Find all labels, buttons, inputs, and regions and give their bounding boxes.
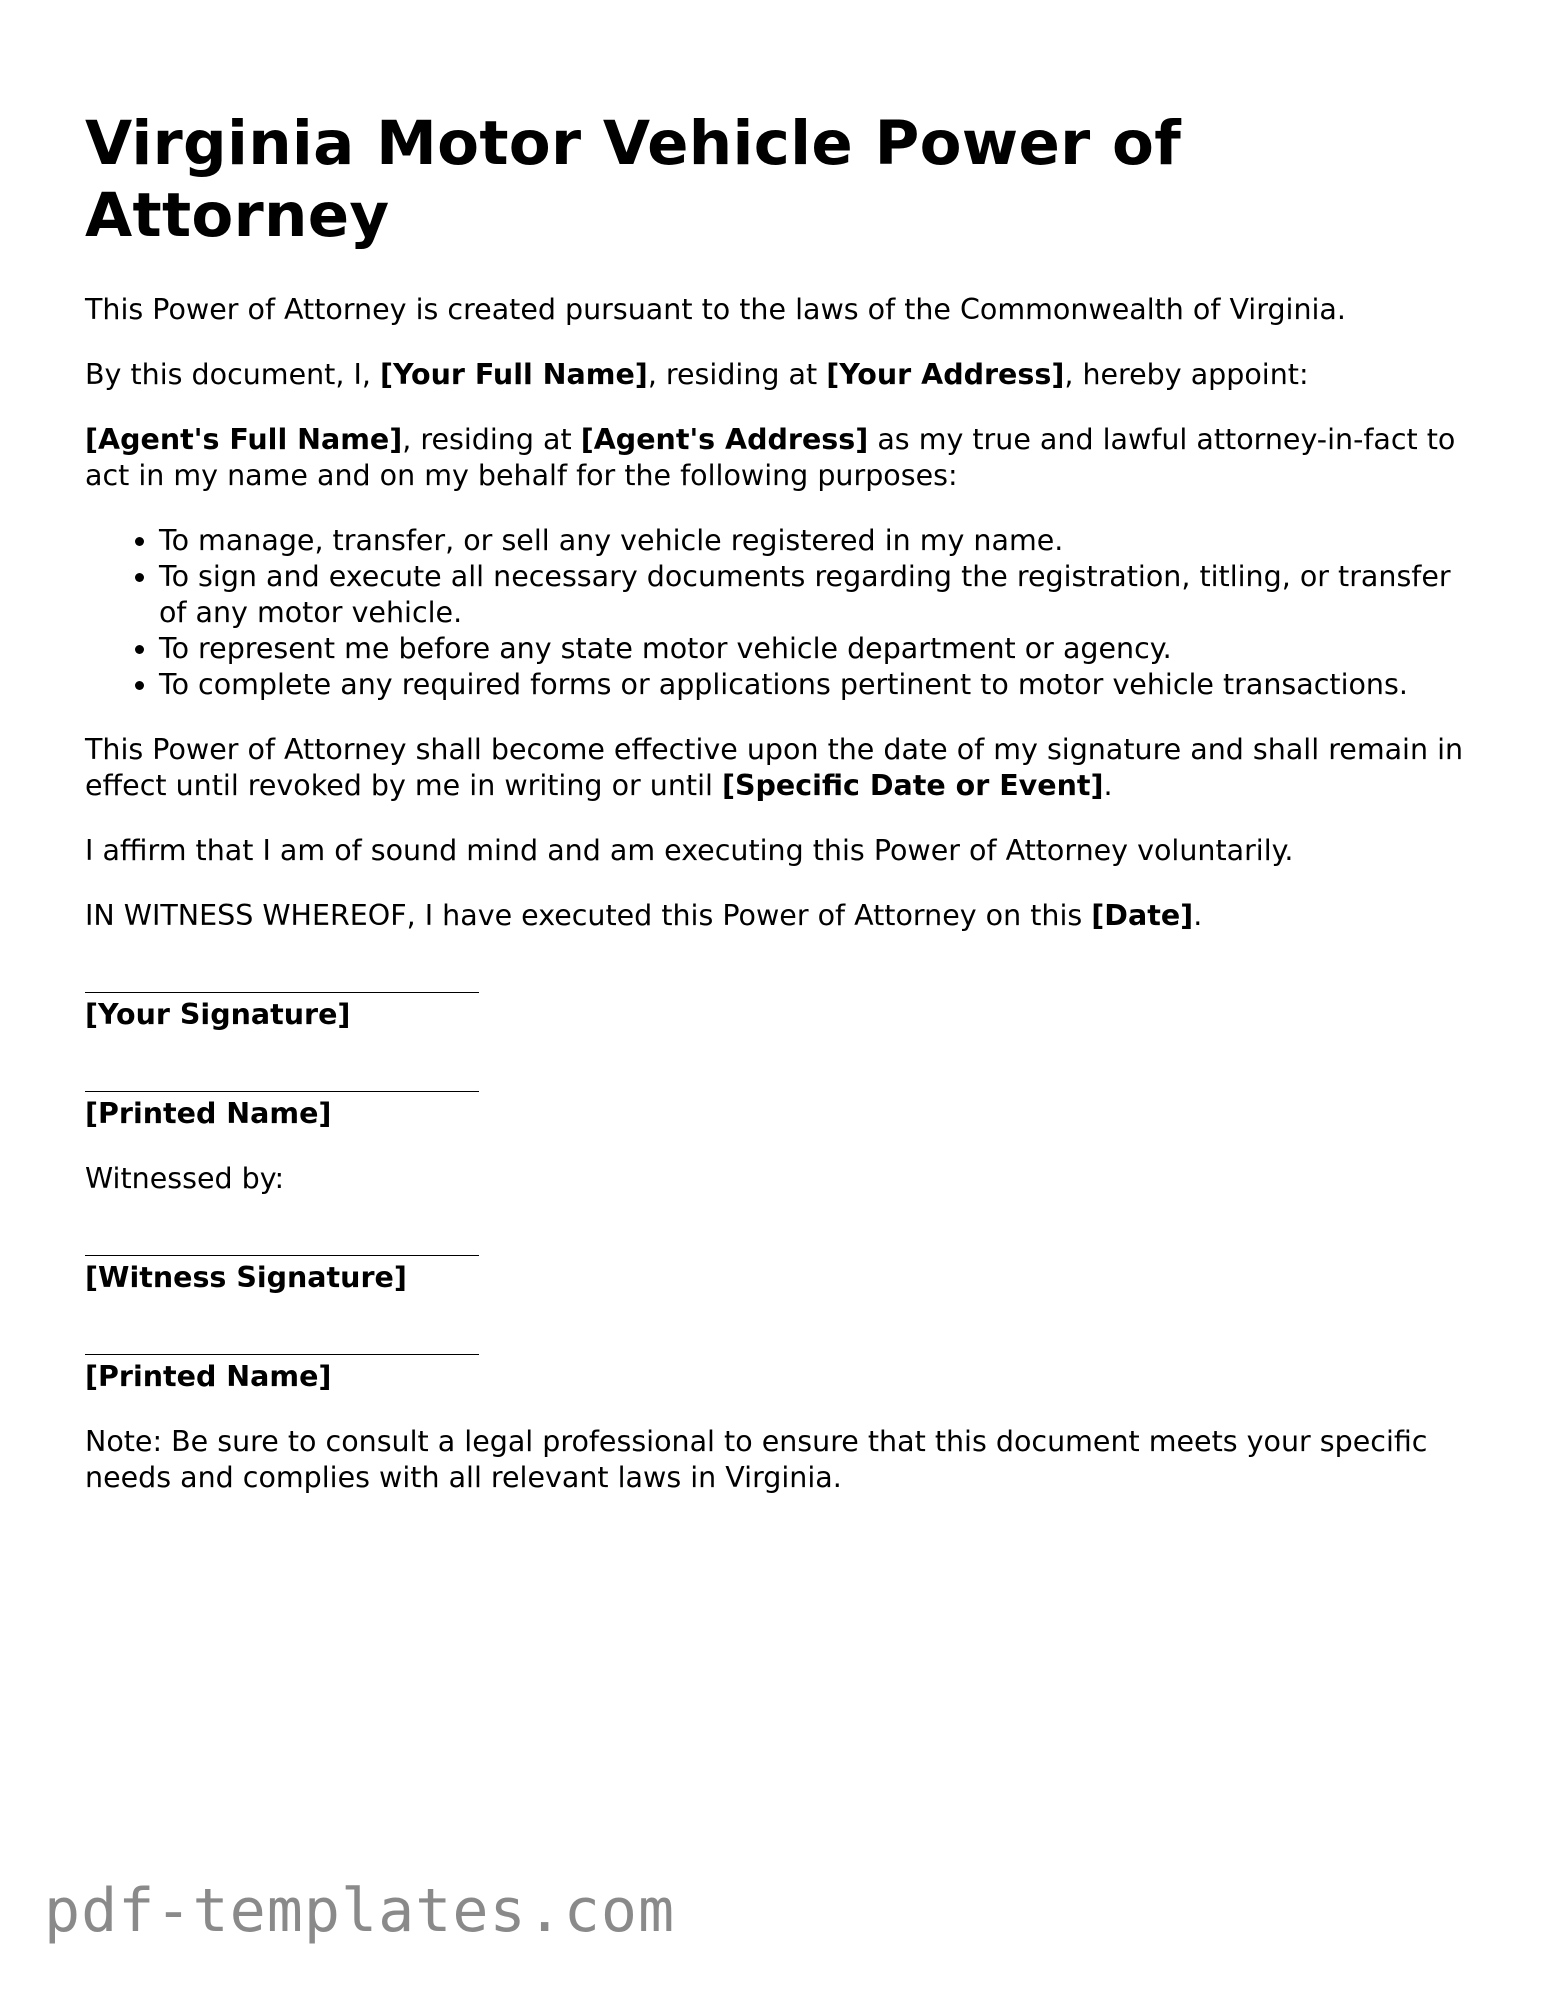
agent-suffix: as my true and lawful attorney-in-fact to act in my name and on my behalf for the following purposes: xyxy=(85,423,1456,492)
document-title: Virginia Motor Vehicle Power of Attorney xyxy=(85,108,1182,251)
document-page xyxy=(85,108,1465,1525)
witness-clause-prefix: IN WITNESS WHEREOF, I have executed this Power of Attorney on this xyxy=(85,899,1092,932)
agent-name-placeholder: [Agent's Full Name] xyxy=(85,423,403,456)
your-signature-label: [Your Signature] xyxy=(85,998,351,1031)
printed-name-label: [Printed Name] xyxy=(85,1097,332,1130)
witness-signature-block xyxy=(85,1255,1465,1296)
list-item: • To represent me before any state motor vehicle department or agency. xyxy=(159,631,1465,667)
witness-printed-name-line[interactable] xyxy=(85,1354,479,1355)
purposes-list xyxy=(85,523,1465,703)
date-placeholder: [Date] xyxy=(1091,899,1194,932)
appoint-suffix: , hereby appoint: xyxy=(1064,358,1309,391)
signature-line[interactable] xyxy=(85,992,479,993)
effective-prefix: This Power of Attorney shall become effective upon the date of my signature and shall remain in effect until revoked by me in writing or until xyxy=(85,733,1464,802)
witness-printed-name-block xyxy=(85,1354,1465,1395)
list-item: • To sign and execute all necessary documents regarding the registration, titling, or transfer of any motor vehicle. xyxy=(159,559,1465,631)
note-paragraph: Note: Be sure to consult a legal professional to ensure that this document meets your specific needs and complies with all relevant laws in Virginia. xyxy=(85,1425,1428,1494)
list-item: • To manage, transfer, or sell any vehicle registered in my name. xyxy=(159,523,1465,559)
appoint-mid: , residing at xyxy=(647,358,827,391)
agent-address-placeholder: [Agent's Address] xyxy=(580,423,869,456)
principal-name-placeholder: [Your Full Name] xyxy=(379,358,648,391)
intro-paragraph: This Power of Attorney is created pursuant to the laws of the Commonwealth of Virginia. xyxy=(85,293,1346,326)
witnessed-by-label: Witnessed by: xyxy=(85,1162,285,1195)
end-event-placeholder: [Specific Date or Event] xyxy=(721,769,1104,802)
agent-mid: , residing at xyxy=(402,423,581,456)
effective-suffix: . xyxy=(1103,769,1113,802)
witness-clause-suffix: . xyxy=(1193,899,1203,932)
printed-name-line[interactable] xyxy=(85,1091,479,1092)
list-item: • To complete any required forms or applications pertinent to motor vehicle transactions. xyxy=(159,667,1465,703)
appoint-prefix: By this document, I, xyxy=(85,358,380,391)
effective-paragraph xyxy=(85,732,1465,804)
principal-address-placeholder: [Your Address] xyxy=(826,358,1065,391)
your-signature-block xyxy=(85,992,1465,1033)
affirm-paragraph: I affirm that I am of sound mind and am executing this Power of Attorney voluntarily. xyxy=(85,834,1294,867)
watermark: pdf-templates.com xyxy=(44,1876,676,1946)
witness-signature-line[interactable] xyxy=(85,1255,479,1256)
witness-printed-name-label: [Printed Name] xyxy=(85,1360,332,1393)
agent-paragraph xyxy=(85,422,1465,494)
witness-signature-label: [Witness Signature] xyxy=(85,1261,407,1294)
witness-clause xyxy=(85,898,1465,934)
appoint-paragraph xyxy=(85,357,1465,393)
printed-name-block xyxy=(85,1091,1465,1132)
